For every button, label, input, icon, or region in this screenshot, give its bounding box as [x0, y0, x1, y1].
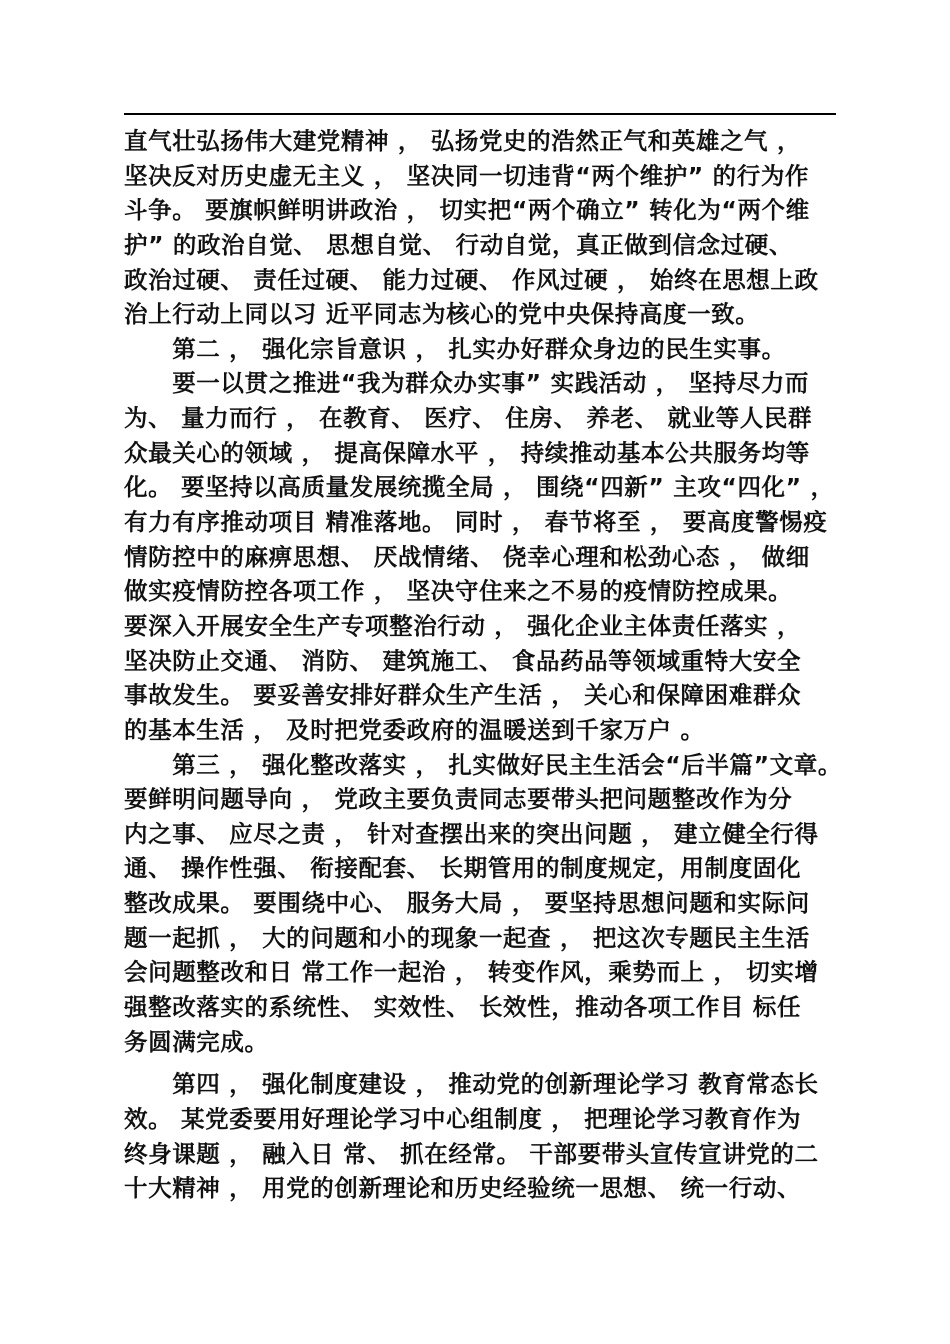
text-line: 做实疫情防控各项工作 ， 坚决守住来之不易的疫情防控成果。: [124, 577, 793, 606]
text-line: 会问题整改和日 常工作一起治 ， 转变作风，乘势而上 ， 切实增: [124, 958, 819, 987]
text-line: 情防控中的麻痹思想、 厌战情绪、 侥幸心理和松劲心态 ， 做细: [124, 542, 810, 571]
section-heading-3: 第三 ， 强化整改落实 ， 扎实做好民主生活会“后半篇”文章。: [124, 750, 842, 779]
text-line: 事故发生。 要妥善安排好群众生产生活 ， 关心和保障困难群众: [124, 681, 802, 710]
text-line: 要一以贯之推进“我为群众办实事” 实践活动 ， 坚持尽力而: [124, 369, 810, 398]
text-line: 坚决反对历史虚无主义 ， 坚决同一切违背“两个维护” 的行为作: [124, 161, 810, 190]
text-line: 有力有序推动项目 精准落地。 同时 ， 春节将至 ， 要高度警惕疫: [124, 508, 828, 537]
text-line: 为、 量力而行 ， 在教育、 医疗、 住房、 养老、 就业等人民群: [124, 404, 813, 433]
text-line: 整改成果。 要围绕中心、 服务大局 ， 要坚持思想问题和实际问: [124, 889, 810, 918]
text-line: 坚决防止交通、 消防、 建筑施工、 食品药品等领域重特大安全: [124, 646, 802, 675]
text-line: 众最关心的领域 ， 提高保障水平 ， 持续推动基本公共服务均等: [124, 438, 810, 467]
text-line: 的基本生活 ， 及时把党委政府的温暖送到千家万户 。: [124, 715, 705, 744]
text-line: 终身课题 ， 融入日 常、 抓在经常。 干部要带头宣传宣讲党的二: [124, 1139, 819, 1168]
document-body: [124, 124, 844, 1206]
text-line: 治上行动上同以习 近平同志为核心的党中央保持高度一致。: [124, 300, 760, 329]
section-heading-4: 第四 ， 强化制度建设 ， 推动党的创新理论学习 教育常态长: [124, 1070, 819, 1099]
text-line: 斗争。 要旗帜鲜明讲政治 ， 切实把“两个确立” 转化为“两个维: [124, 196, 810, 225]
text-line: 题一起抓 ， 大的问题和小的现象一起查 ， 把这次专题民主生活: [124, 923, 810, 952]
text-line: 通、 操作性强、 衔接配套、 长期管用的制度规定，用制度固化: [124, 854, 802, 883]
text-line: 务圆满完成。: [124, 1027, 269, 1056]
header-rule: [124, 113, 836, 115]
text-line: 政治过硬、 责任过硬、 能力过硬、 作风过硬 ， 始终在思想上政: [124, 265, 819, 294]
text-line: 要鲜明问题导向 ， 党政主要负责同志要带头把问题整改作为分: [124, 785, 793, 814]
text-line: 十大精神 ， 用党的创新理论和历史经验统一思想、 统一行动、: [124, 1174, 802, 1203]
text-line: 护” 的政治自觉、 思想自觉、 行动自觉，真正做到信念过硬、: [124, 230, 793, 259]
text-line: 强整改落实的系统性、 实效性、 长效性，推动各项工作目 标任: [124, 993, 802, 1022]
text-line: 内之事、 应尽之责 ， 针对查摆出来的突出问题 ， 建立健全行得: [124, 819, 819, 848]
text-line: 直气壮弘扬伟大建党精神 ， 弘扬党史的浩然正气和英雄之气 ，: [124, 127, 802, 155]
text-line: 效。 某党委要用好理论学习中心组制度 ， 把理论学习教育作为: [124, 1104, 802, 1133]
section-heading-2: 第二 ， 强化宗旨意识 ， 扎实办好群众身边的民生实事。: [124, 334, 786, 363]
text-line: 化。 要坚持以高质量发展统揽全局 ， 围绕“四新” 主攻“四化” ，: [124, 473, 835, 502]
paragraph-gap: [124, 1059, 844, 1067]
text-line: 要深入开展安全生产专项整治行动 ， 强化企业主体责任落实 ，: [124, 611, 802, 640]
